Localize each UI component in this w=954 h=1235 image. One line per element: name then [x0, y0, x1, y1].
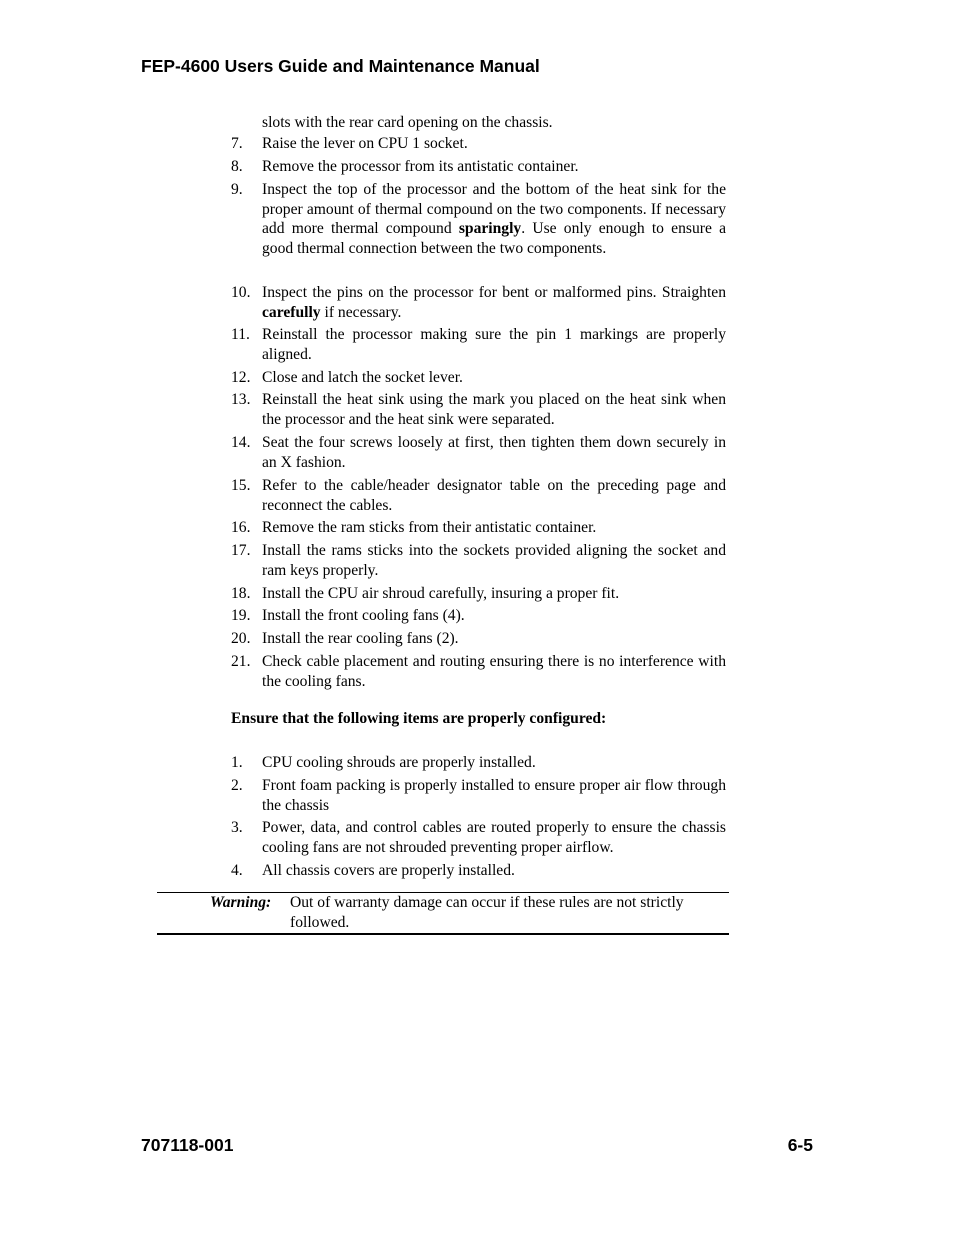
- step-text: Inspect the top of the processor and the bottom of the heat sink for the proper amount of thermal compound on the two components. If necessary add more thermal compound sparingly. Use only enough to ensure a good thermal connection between the two components.: [262, 181, 726, 257]
- item-text: All chassis covers are properly installed.: [262, 862, 515, 879]
- list-item: [231, 476, 726, 515]
- step-number: 12.: [231, 369, 251, 386]
- step-text: Remove the processor from its antistatic container.: [262, 158, 579, 175]
- step-text: Install the rear cooling fans (2).: [262, 630, 459, 647]
- step-number: 16.: [231, 519, 251, 536]
- list-item: [231, 753, 726, 773]
- step-number: 21.: [231, 653, 251, 670]
- step-text: Remove the ram sticks from their antistatic container.: [262, 519, 597, 536]
- emphasis: carefully: [262, 303, 321, 321]
- item-text: CPU cooling shrouds are properly installed.: [262, 754, 536, 771]
- footer-doc-number: 707118-001: [141, 1135, 234, 1155]
- item-number: 3.: [231, 819, 243, 836]
- list-item: [231, 157, 726, 177]
- list-item: [231, 776, 726, 815]
- step-text: Install the rams sticks into the sockets provided aligning the socket and ram keys properly.: [262, 542, 726, 579]
- warning-label: Warning:: [210, 894, 272, 911]
- warning-text: Out of warranty damage can occur if these rules are not strictly followed.: [290, 894, 684, 931]
- step-number: 7.: [231, 135, 243, 152]
- list-item: [231, 433, 726, 472]
- step-text: Inspect the pins on the processor for bent or malformed pins. Straighten carefully if necessary.: [262, 284, 726, 321]
- list-item: [231, 584, 726, 604]
- step-text: Reinstall the heat sink using the mark you placed on the heat sink when the processor and the heat sink were separated.: [262, 391, 726, 428]
- list-item: [231, 818, 726, 857]
- list-item: [231, 283, 726, 322]
- step-text: Refer to the cable/header designator table on the preceding page and reconnect the cables.: [262, 477, 726, 514]
- list-item: [231, 180, 726, 258]
- step-text: Install the front cooling fans (4).: [262, 607, 465, 624]
- emphasis: sparingly: [458, 220, 522, 238]
- step-number: 11.: [231, 326, 250, 343]
- item-number: 4.: [231, 862, 243, 879]
- list-item: [231, 629, 726, 649]
- step-number: 13.: [231, 391, 251, 408]
- item-number: 2.: [231, 777, 243, 794]
- step-text: Seat the four screws loosely at first, then tighten them down securely in an X fashion.: [262, 434, 726, 471]
- list-item: [231, 861, 726, 881]
- list-item: [231, 390, 726, 429]
- item-text: Front foam packing is properly installed to ensure proper air flow through the chassis: [262, 777, 726, 814]
- footer-page-number: 6-5: [787, 1135, 813, 1155]
- list-item: [231, 134, 726, 154]
- list-item: [231, 518, 726, 538]
- step-number: 18.: [231, 585, 251, 602]
- list-item: [231, 368, 726, 388]
- config-heading: Ensure that the following items are properly configured:: [231, 710, 607, 727]
- list-item: [231, 652, 726, 691]
- list-item: [231, 606, 726, 626]
- step-number: 17.: [231, 542, 251, 559]
- running-header: FEP-4600 Users Guide and Maintenance Manual: [141, 56, 540, 76]
- step-number: 10.: [231, 284, 251, 301]
- step-text: Install the CPU air shroud carefully, insuring a proper fit.: [262, 585, 620, 602]
- warning-bottom-rule: [157, 933, 729, 935]
- step-number: 8.: [231, 158, 243, 175]
- step-number: 9.: [231, 181, 243, 198]
- step-text: Reinstall the processor making sure the pin 1 markings are properly aligned.: [262, 326, 726, 363]
- step-text: Close and latch the socket lever.: [262, 369, 463, 386]
- list-item: [231, 325, 726, 364]
- step-number: 15.: [231, 477, 251, 494]
- continuation-text: slots with the rear card opening on the chassis.: [262, 114, 553, 131]
- step-text: Raise the lever on CPU 1 socket.: [262, 135, 468, 152]
- step-number: 14.: [231, 434, 251, 451]
- step-number: 20.: [231, 630, 251, 647]
- list-item: [231, 541, 726, 580]
- item-number: 1.: [231, 754, 243, 771]
- step-text: Check cable placement and routing ensuring there is no interference with the cooling fans.: [262, 653, 726, 690]
- step-number: 19.: [231, 607, 251, 624]
- item-text: Power, data, and control cables are routed properly to ensure the chassis cooling fans are not shrouded preventing proper airflow.: [262, 819, 726, 856]
